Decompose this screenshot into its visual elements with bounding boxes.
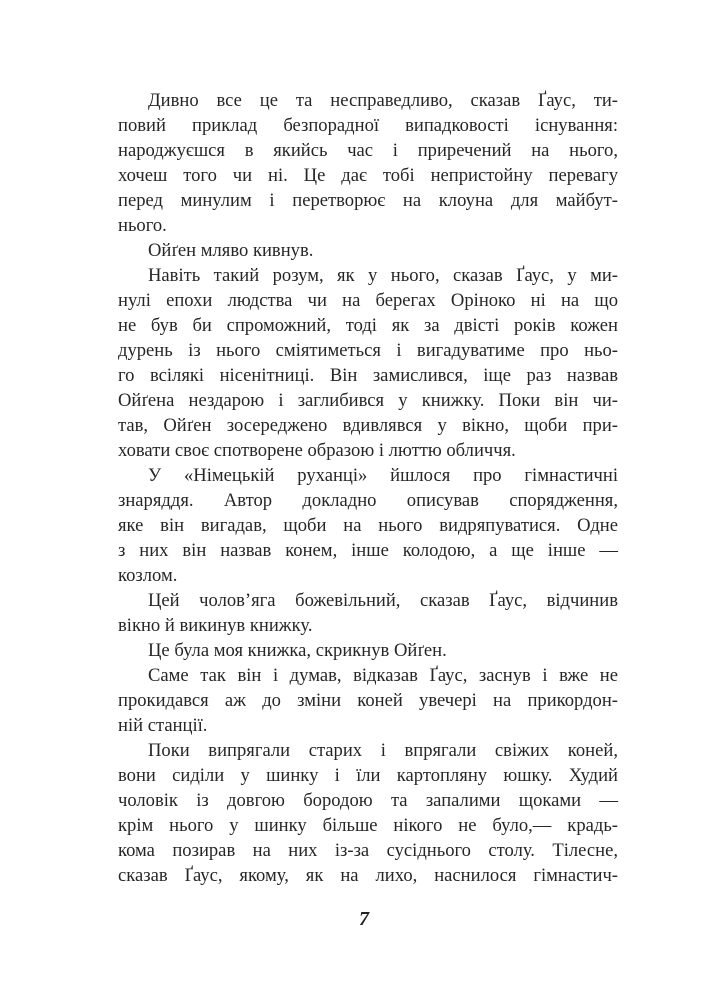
text-line: крім нього у шинку більше нікого не було,— крадь- (118, 815, 618, 836)
text-line: го всілякі нісенітниці. Він замислився, іще раз назвав (118, 365, 618, 386)
text-line: тав, Ойґен зосереджено вдивлявся у вікно, щоби при- (118, 415, 618, 436)
text-line: Ойґена нездарою і заглибився у книжку. Поки він чи- (118, 390, 618, 411)
text-line: ховати своє спотворене образою і люттю обличчя. (118, 440, 516, 461)
text-line: Ойґен мляво кивнув. (148, 240, 314, 261)
text-line: з них він назвав конем, інше колодою, а ще інше — (118, 540, 618, 561)
text-line: знаряддя. Автор докладно описував спорядження, (118, 490, 618, 511)
text-line: нього. (118, 215, 167, 236)
text-line: перед минулим і перетворює на клоуна для майбут- (118, 190, 618, 211)
text-line: У «Німецькій руханці» йшлося про гімнастичні (148, 465, 618, 486)
page-number: 7 (359, 908, 369, 930)
text-line: народжуєшся в якийсь час і приречений на нього, (118, 140, 618, 161)
text-line: козлом. (118, 565, 178, 586)
text-line: Саме так він і думав, відказав Ґаус, заснув і вже не (148, 665, 618, 686)
text-line: Поки випрягали старих і впрягали свіжих коней, (148, 740, 618, 761)
text-line: яке він вигадав, щоби на нього видряпуватися. Одне (118, 515, 618, 536)
text-line: сказав Ґаус, якому, як на лихо, наснилося гімнастич- (118, 865, 618, 886)
text-line: прокидався аж до зміни коней увечері на прикордон- (118, 690, 618, 711)
text-line: Це була моя книжка, скрикнув Ойґен. (148, 640, 447, 661)
text-line: вони сиділи у шинку і їли картопляну юшку. Худий (118, 765, 618, 786)
text-line: вікно й викинув книжку. (118, 615, 313, 636)
text-line: нулі епохи людства чи на берегах Оріноко ні на що (118, 290, 618, 311)
text-line: ній станції. (118, 715, 208, 736)
text-line: повий приклад безпорадної випадковості існування: (118, 115, 618, 136)
body-text (118, 88, 618, 888)
text-line: Дивно все це та несправедливо, сказав Ґаус, ти- (148, 90, 618, 111)
text-line: Навіть такий розум, як у нього, сказав Ґаус, у ми- (148, 265, 618, 286)
text-line: дурень із нього сміятиметься і вигадуватиме про ньо- (118, 340, 618, 361)
text-line: хочеш того чи ні. Це дає тобі непристойну перевагу (118, 165, 618, 186)
text-line: Цей чолов’яга божевільний, сказав Ґаус, відчинив (148, 590, 618, 611)
text-line: кома позирав на них із-за сусіднього столу. Тілесне, (118, 840, 618, 861)
text-line: не був би спроможний, тоді як за двісті років кожен (118, 315, 618, 336)
text-line: чоловік із довгою бородою та запалими щоками — (118, 790, 618, 811)
